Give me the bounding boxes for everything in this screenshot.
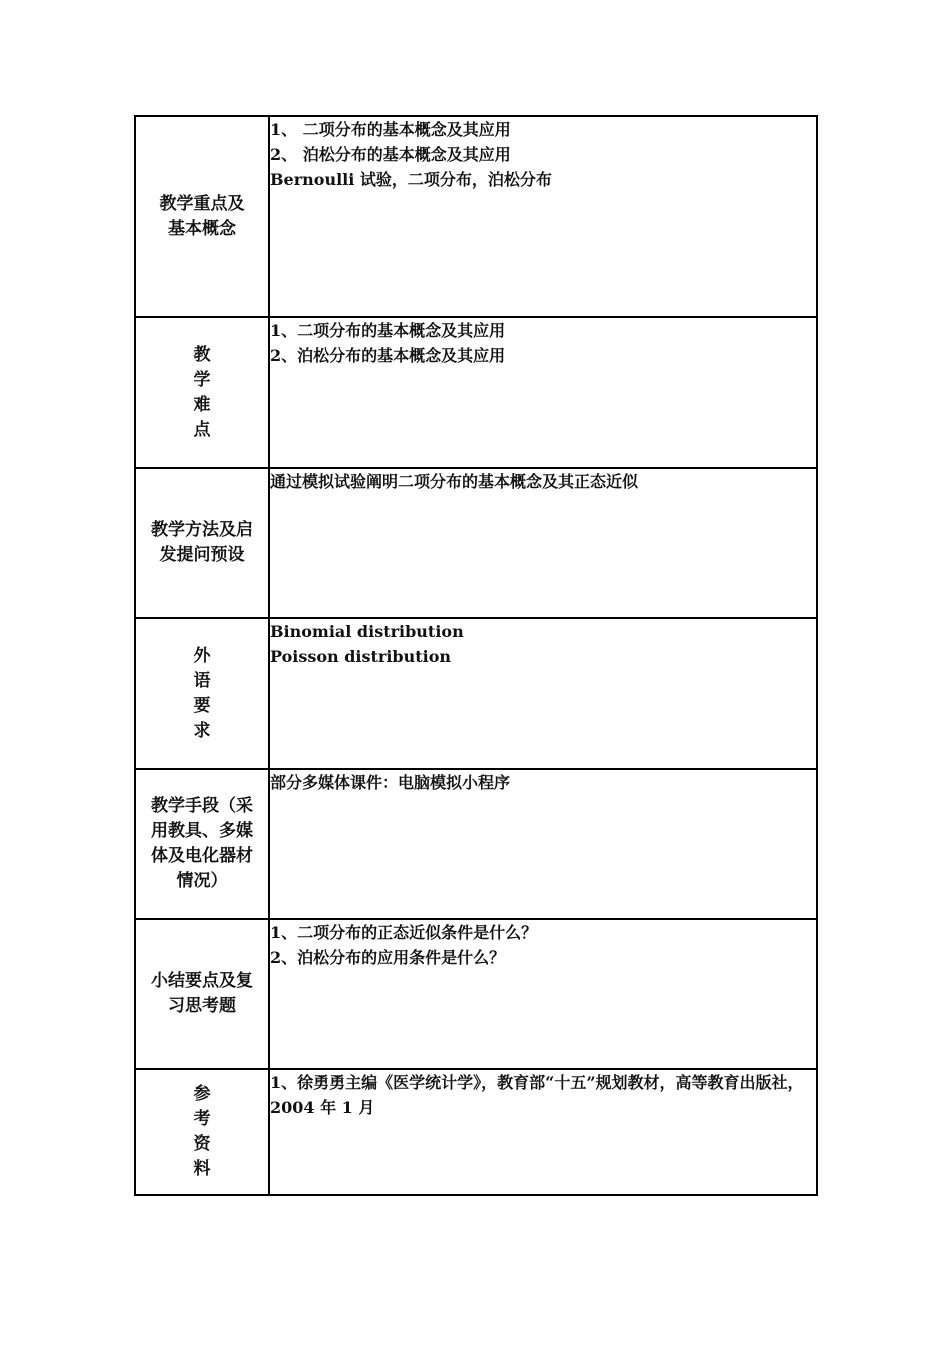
label-summary xyxy=(135,919,269,1069)
label-line: 习思考题 xyxy=(168,996,236,1016)
label-char: 要 xyxy=(193,695,211,716)
label-line: 基本概念 xyxy=(168,218,236,239)
label-line: 教学重点及 xyxy=(159,193,245,214)
label-char: 考 xyxy=(193,1109,211,1129)
row-key-points xyxy=(135,116,817,317)
label-methods xyxy=(135,468,269,618)
content-line: 1、 二项分布的基本概念及其应用 xyxy=(270,120,511,139)
row-references xyxy=(135,1069,817,1195)
content-summary xyxy=(269,919,817,1069)
label-line: 教学方法及启 xyxy=(151,520,253,540)
lesson-plan-table xyxy=(134,115,818,1196)
label-teaching-tools xyxy=(135,769,269,919)
label-char: 参 xyxy=(193,1084,211,1104)
content-line: 1、徐勇勇主编《医学统计学》，教育部“十五”规划教材，高等教育出版社，2004 年 1 月 xyxy=(270,1073,804,1117)
label-char: 语 xyxy=(193,670,211,691)
label-char: 点 xyxy=(193,419,211,440)
label-foreign-language xyxy=(135,618,269,769)
row-difficulties xyxy=(135,317,817,468)
content-line: Binomial distribution xyxy=(270,622,464,641)
row-teaching-tools xyxy=(135,769,817,919)
content-teaching-tools xyxy=(269,769,817,919)
row-methods xyxy=(135,468,817,618)
label-char: 资 xyxy=(193,1134,211,1154)
label-line: 体及电化器材 xyxy=(151,846,253,866)
label-char: 外 xyxy=(193,645,211,666)
label-line: 发提问预设 xyxy=(159,545,245,565)
label-char: 求 xyxy=(193,720,211,741)
content-line: 1、二项分布的基本概念及其应用 xyxy=(270,321,506,340)
content-line: 通过模拟试验阐明二项分布的基本概念及其正态近似 xyxy=(270,472,639,491)
label-line: 小结要点及复 xyxy=(151,971,253,991)
label-line: 情况） xyxy=(176,871,228,891)
content-line: 2、 泊松分布的基本概念及其应用 xyxy=(270,145,511,164)
row-foreign-language xyxy=(135,618,817,769)
label-line: 用教具、多媒 xyxy=(151,821,253,841)
label-key-points xyxy=(135,116,269,317)
row-summary xyxy=(135,919,817,1069)
content-difficulties xyxy=(269,317,817,468)
content-key-points xyxy=(269,116,817,317)
content-methods xyxy=(269,468,817,618)
label-references xyxy=(135,1069,269,1195)
content-references xyxy=(269,1069,817,1195)
label-char: 教 xyxy=(193,344,211,365)
content-line: Poisson distribution xyxy=(270,647,452,666)
content-line: 2、泊松分布的基本概念及其应用 xyxy=(270,346,506,365)
content-foreign-language xyxy=(269,618,817,769)
label-char: 难 xyxy=(193,394,211,415)
label-char: 学 xyxy=(193,369,211,390)
content-line: 1、二项分布的正态近似条件是什么？ xyxy=(270,923,538,942)
content-line: 2、泊松分布的应用条件是什么？ xyxy=(270,948,506,967)
label-line: 教学手段（采 xyxy=(151,796,253,816)
label-char: 料 xyxy=(193,1159,211,1179)
content-line: Bernoulli 试验，二项分布，泊松分布 xyxy=(270,170,552,189)
content-line: 部分多媒体课件：电脑模拟小程序 xyxy=(270,773,511,792)
label-difficulties xyxy=(135,317,269,468)
